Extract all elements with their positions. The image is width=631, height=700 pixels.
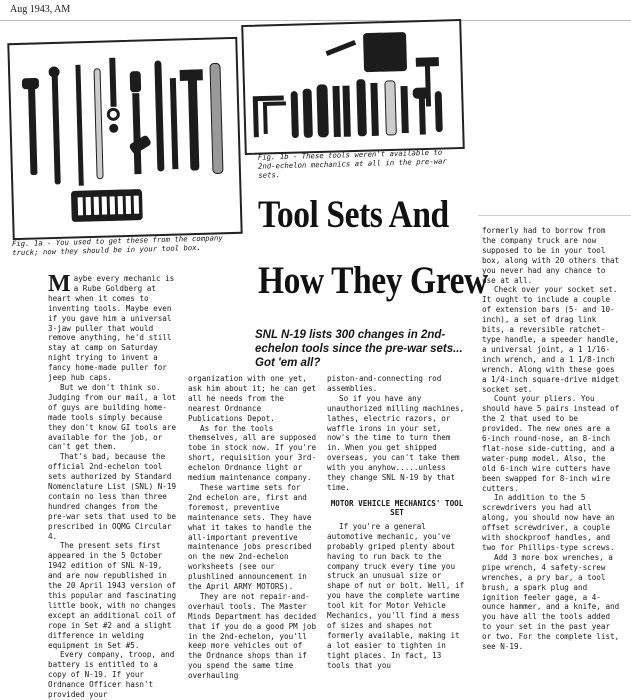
paragraph: But we don't think so. Judging from our mail, a lot of guys are building home-made tools simply because they don't know GI tools are available for the job, or can't get them. — [48, 382, 177, 452]
paragraph: They are not repair-and-overhaul tools. The Master Minds Department has decided that if you do a good PM job in the 2nd-echelon, you'll keep more vehicles out of the Ordnance shops than if you spend the same time overhauling — [188, 591, 317, 681]
paragraph: So if you have any unauthorized milling machines, lathes, electric razors, or waffle irons in your set, now's the time to turn them in. When you get shipped overseas, you can't take them with you anyhow.....unless they change SNL N-19 by that time. — [327, 393, 465, 492]
paragraph: Check over your socket set. It ought to include a couple of extension bars (5- and 10-inch), a set of drag link bits, a reversible ratchet-type handle, a speeder handle, a universal joint, a 1 1/16-inch wrench, and a 1 1/8-inch wrench. Along with these goes a 1/4-inch square-drive midget socket set. — [482, 285, 620, 394]
paragraph: These wartime sets for 2nd echelon are, first and foremost, preventive maintenance sets. They have what it takes to handle the all-important preventive maintenance jobs prescribed on the new 2nd-echelon worksheets (see our plushlined announcement in the April ARMY MOTORS). — [188, 482, 312, 592]
section-heading: MOTOR VEHICLE MECHANICS' TOOL SET — [330, 498, 464, 518]
paragraph: The present sets first appeared in the 5 October 1942 edition of SNL N-19, and are now republished in the 20 April 1943 version of this popular and fascinating little book, with no changes except an additional coil of rope in Set #2 and a slight difference in welding equipment in Set #5. — [48, 541, 177, 650]
text-column-1 — [48, 271, 180, 700]
paragraph: Add 3 more box wrenches, a pipe wrench, 4 safety-screw wrenches, a pry bar, a tool brush, a spark plug and ignition feeler gage, a 4-ounce hammer, and a knife, and you have all the tools added to your set in the past year or two. For the complete list, see N-19. — [482, 552, 620, 652]
figure-1b-caption: Fig. 1b - These tools weren't available to 2nd-echelon mechanics at all in the pre-war sets. — [257, 147, 447, 180]
article-subtitle: SNL N-19 lists 300 changes in 2nd-echelon tools since the pre-war sets... Got 'em all? — [255, 329, 463, 369]
figure-1a-caption: Fig. 1a - You used to get these from the company truck; now they should be in your tool box. — [11, 233, 223, 258]
screwdriver-icon — [291, 92, 298, 138]
paragraph: organization with one yet, ask him about it; he can get all he needs from the nearest Ordnance Publications Depot. — [188, 374, 317, 423]
paragraph: Maybe every mechanic is a Rube Goldberg at heart when it comes to inventing tools. Maybe even if you gave him a universal 3-jaw puller that would remove anything, he'd still stay at camp on Saturday night trying to invent a fancy home-made puller for jeep hub caps. — [48, 271, 175, 383]
file-icon — [326, 41, 355, 56]
punch-icon — [76, 65, 83, 185]
header-rule — [0, 20, 631, 21]
wrench-icon — [357, 80, 367, 136]
text-column-2 — [188, 374, 318, 681]
tool-box-icon — [364, 33, 407, 72]
hammer-icon — [416, 58, 438, 67]
drop-cap: M — [48, 271, 71, 297]
article-title-line-1: Tool Sets And — [258, 193, 449, 236]
page-header: Aug 1943, AM — [10, 4, 71, 15]
bar-icon — [155, 61, 164, 171]
text-column-3 — [327, 374, 467, 670]
screwdriver-icon — [52, 74, 60, 184]
tools-illustration-1a — [9, 39, 240, 238]
drift-icon — [170, 79, 178, 169]
text-column-4 — [482, 226, 622, 652]
page-divider — [478, 215, 631, 216]
paragraph: piston-and-connecting rod assemblies. — [327, 374, 442, 393]
figure-1b-photo — [241, 19, 465, 155]
paragraph: formerly had to borrow from the company truck are now supposed to be in your tool box, along with 20 others that you never had any chance to use at all. — [482, 226, 620, 285]
figure-1a-photo — [7, 37, 242, 240]
paragraph: That's bad, because the official 2nd-echelon tool sets authorized by Standard Nomenclature List (SNL) N-19 contain no less than three hundred changes from the pre-war sets that used to be prescribed in OQMG Circular 4. — [48, 452, 177, 541]
paragraph: Every company, troop, and battery is entitled to a copy of N-19. If your Ordnance Officer hasn't provided your — [48, 650, 175, 700]
tools-illustration-1b — [243, 21, 462, 153]
socket-icon — [110, 58, 116, 106]
extension-bar-icon — [94, 69, 103, 179]
chisel-icon — [28, 85, 37, 175]
long-handle-icon — [210, 63, 223, 173]
wrench-icon — [133, 94, 141, 174]
paragraph: As for the tools themselves, all are supposed tobe in stock now. If you're short, requisition your 3rd-echelon Ordnance light or medium maintenance company. — [188, 423, 317, 483]
paragraph: Count your pliers. You should have 5 pairs instead of the 2 that used to be provided. The new ones are a 6-inch round-nose, an 8-inch flat-nose side-cutting, and a water-pump model. Also, the old 6-inch wire cutters have been swapped for 8-inch wire cutters. — [482, 394, 620, 493]
pliers-icon — [333, 86, 340, 136]
paragraph: If you're a general automotive mechanic, you've probably griped plenty about having to run back to the company truck every time you struck an unusual size or shape of nut or bolt. Well, if you have the complete wartime tool kit for Motor Vehicle Mechanics, you'll find a mess of sizes and shapes not formerly available, making it a lot easier to tighten in tight places. In fact, 13 tools that you — [327, 521, 465, 670]
paragraph: In addition to the 5 screwdrivers you had all along, you should now have an offset screwdriver, a couple with shockproof handles, and two for Phillips-type screws. — [482, 493, 615, 552]
pipe-wrench-icon — [188, 70, 199, 170]
article-title-line-2: How They Grew — [258, 259, 488, 302]
